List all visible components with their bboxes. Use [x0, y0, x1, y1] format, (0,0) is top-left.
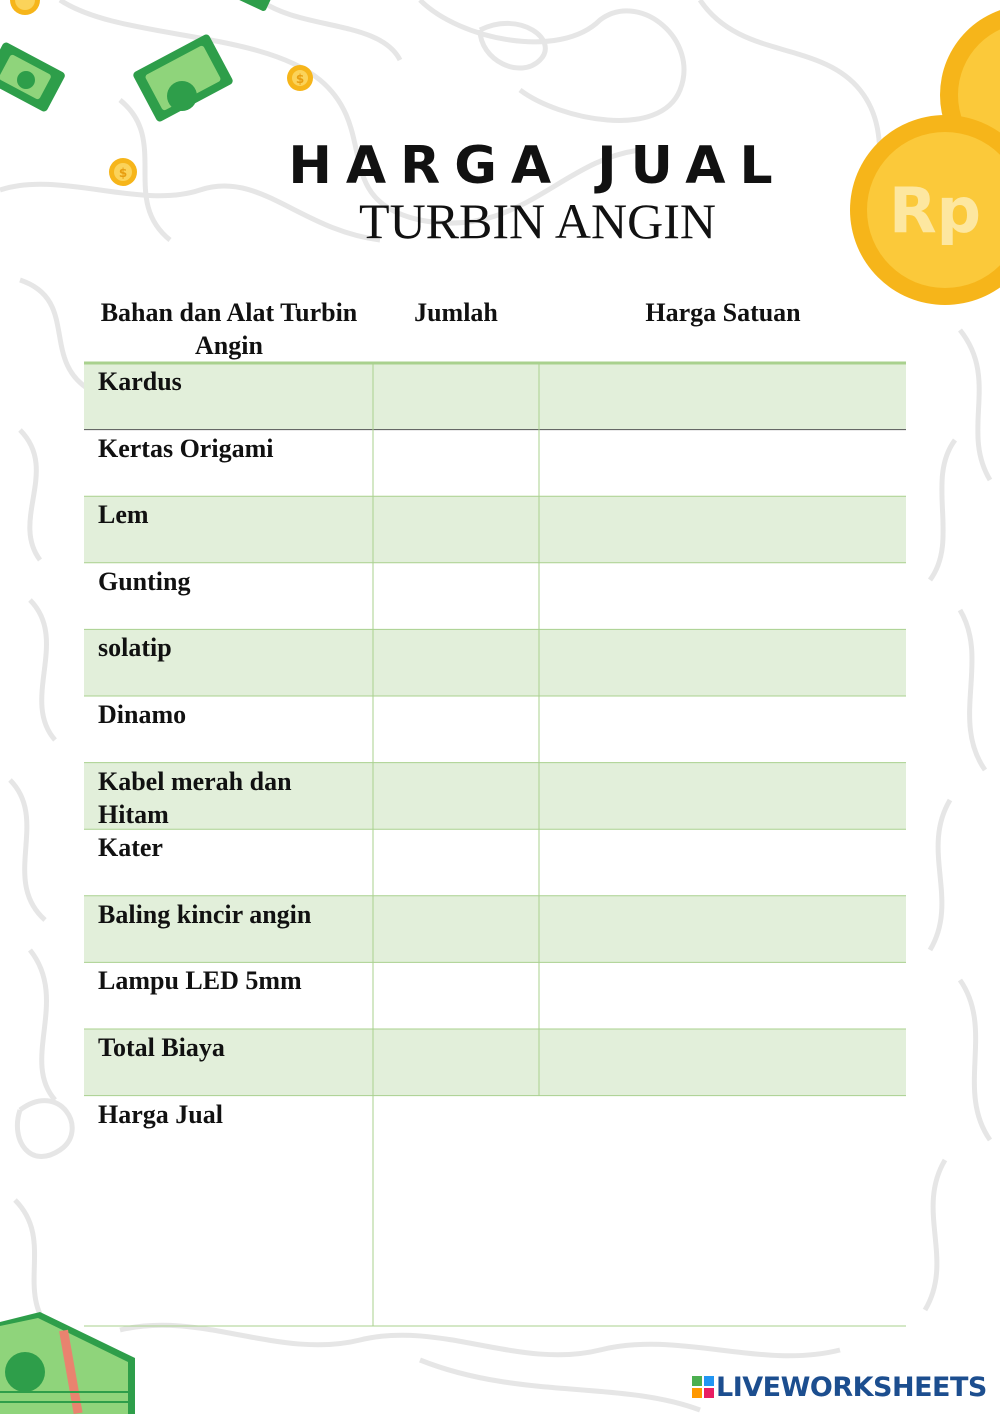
row-label: Kater: [98, 833, 163, 863]
watermark-text: LIVEWORKSHEETS: [716, 1372, 987, 1403]
row-label: Dinamo: [98, 700, 187, 729]
row-label: Lampu LED 5mm: [98, 966, 302, 996]
row-label: solatip: [98, 633, 172, 663]
header-item: Bahan dan Alat Turbin Angin: [100, 298, 358, 360]
svg-text:$: $: [118, 166, 128, 180]
money-bill-icon: [0, 41, 66, 113]
coin-icon: [287, 65, 313, 91]
svg-text:Rp: Rp: [888, 174, 982, 247]
row-label: Total Biaya: [98, 1033, 225, 1062]
final-row-label: Harga Jual: [98, 1099, 223, 1129]
row-label: Baling kincir angin: [98, 899, 312, 929]
row-label: Gunting: [98, 566, 191, 596]
row-label: Kertas Origami: [98, 433, 274, 463]
liveworksheets-logo: [692, 1372, 987, 1403]
svg-text:$: $: [295, 72, 305, 86]
money-bill-icon: [132, 33, 234, 123]
header-qty: Jumlah: [414, 298, 498, 327]
page-title: HARGA JUAL: [288, 136, 787, 196]
liveworksheets-icon: [692, 1376, 714, 1398]
row-label: Kabel merah dan Hitam: [98, 766, 292, 829]
row-label: Lem: [98, 500, 149, 530]
row-label: Kardus: [98, 367, 182, 396]
page-subtitle: TURBIN ANGIN: [359, 193, 716, 249]
header-price: Harga Satuan: [645, 298, 801, 327]
coin-icon: [10, 0, 40, 15]
money-stack-icon: [0, 1312, 135, 1414]
